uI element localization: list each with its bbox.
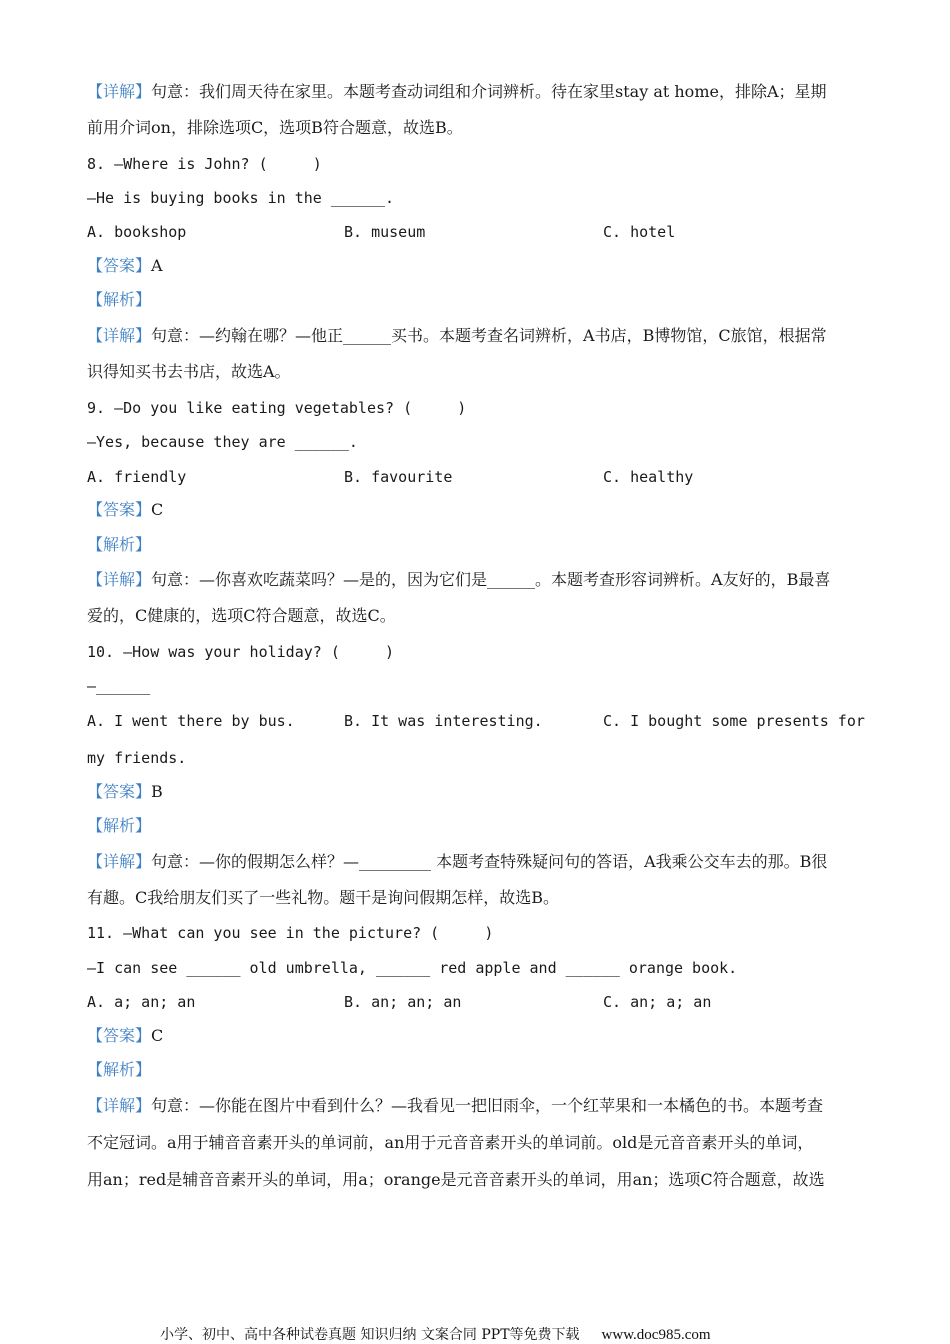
answer-tag: 【答案】 — [87, 500, 152, 519]
q8-detail-line2: 识得知买书去书店，故选A。 — [87, 362, 291, 381]
q10-answer: 【答案】B — [87, 782, 163, 801]
q9-option-a: A. friendly — [87, 468, 187, 486]
q10-option-a: A. I went there by bus. — [87, 712, 295, 730]
q11-prompt: —I can see ______ old umbrella, ______ red apple and ______ orange book. — [87, 959, 738, 977]
q10-option-c: C. I bought some presents for — [603, 712, 865, 730]
q8-option-a: A. bookshop — [87, 223, 187, 241]
q8-analysis-tag: 【解析】 — [87, 290, 152, 309]
q10-prompt: —______ — [87, 677, 151, 695]
answer-tag: 【答案】 — [87, 1026, 152, 1045]
q10-detail-line2: 有趣。C我给朋友们买了一些礼物。题干是询问假期怎样，故选B。 — [87, 888, 560, 907]
detail-tag: 【详解】 — [87, 326, 152, 345]
q9-prompt: —Yes, because they are ______. — [87, 433, 358, 451]
q11-detail-line3: 用an；red是辅音音素开头的单词，用a；orange是元音音素开头的单词，用an；选项C符合题意，故选 — [87, 1170, 825, 1189]
q11-option-c: C. an; a; an — [603, 993, 712, 1011]
q9-option-b: B. favourite — [344, 468, 453, 486]
q10-question: 10. —How was your holiday? ( ) — [87, 643, 395, 661]
q8-answer: 【答案】A — [87, 256, 163, 275]
q7-detail-line2: 前用介词on，排除选项C，选项B符合题意，故选B。 — [87, 118, 463, 137]
detail-tag: 【详解】 — [87, 82, 152, 101]
q9-question: 9. —Do you like eating vegetables? ( ) — [87, 399, 467, 417]
q11-detail-line2: 不定冠词。a用于辅音音素开头的单词前，an用于元音音素开头的单词前。old是元音音素开头的单词， — [87, 1133, 814, 1152]
q11-detail-line1: 【详解】句意：—你能在图片中看到什么？—我看见一把旧雨伞，一个红苹果和一本橘色的书。本题考查 — [87, 1096, 824, 1115]
q10-detail-line1: 【详解】句意：—你的假期怎么样？—_________ 本题考查特殊疑问句的答语，A我乘公交车去的那。B很 — [87, 852, 828, 871]
q8-question: 8. —Where is John? ( ) — [87, 155, 322, 173]
q9-option-c: C. healthy — [603, 468, 694, 486]
footer-url[interactable]: www.doc985.com — [601, 1327, 711, 1343]
q7-detail-line1: 【详解】句意：我们周天待在家里。本题考查动词组和介词辨析。待在家里stay at home，排除A；星期 — [87, 82, 827, 101]
q11-option-a: A. a; an; an — [87, 993, 196, 1011]
q11-analysis-tag: 【解析】 — [87, 1060, 152, 1079]
detail-tag: 【详解】 — [87, 1096, 152, 1115]
q8-option-c: C. hotel — [603, 223, 676, 241]
q11-answer: 【答案】C — [87, 1026, 164, 1045]
q9-analysis-tag: 【解析】 — [87, 535, 152, 554]
q9-detail-line2: 爱的，C健康的，选项C符合题意，故选C。 — [87, 606, 396, 625]
q8-detail-line1: 【详解】句意：—约翰在哪？—他正______买书。本题考查名词辨析，A书店，B博物馆，C旅馆，根据常 — [87, 326, 827, 345]
detail-tag: 【详解】 — [87, 570, 152, 589]
q10-analysis-tag: 【解析】 — [87, 816, 152, 835]
q11-question: 11. —What can you see in the picture? ( ) — [87, 924, 494, 942]
q9-detail-line1: 【详解】句意：—你喜欢吃蔬菜吗？—是的，因为它们是______。本题考查形容词辨析。A友好的，B最喜 — [87, 570, 831, 589]
q10-option-c-cont: my friends. — [87, 749, 187, 767]
footer-text: 小学、初中、高中各种试卷真题 知识归纳 文案合同 PPT等免费下载 — [160, 1327, 580, 1343]
q8-option-b: B. museum — [344, 223, 426, 241]
q8-prompt: —He is buying books in the ______. — [87, 189, 395, 207]
answer-tag: 【答案】 — [87, 256, 152, 275]
answer-tag: 【答案】 — [87, 782, 152, 801]
detail-tag: 【详解】 — [87, 852, 152, 871]
q9-answer: 【答案】C — [87, 500, 164, 519]
q10-option-b: B. It was interesting. — [344, 712, 543, 730]
q11-option-b: B. an; an; an — [344, 993, 462, 1011]
page-footer — [160, 1324, 711, 1344]
